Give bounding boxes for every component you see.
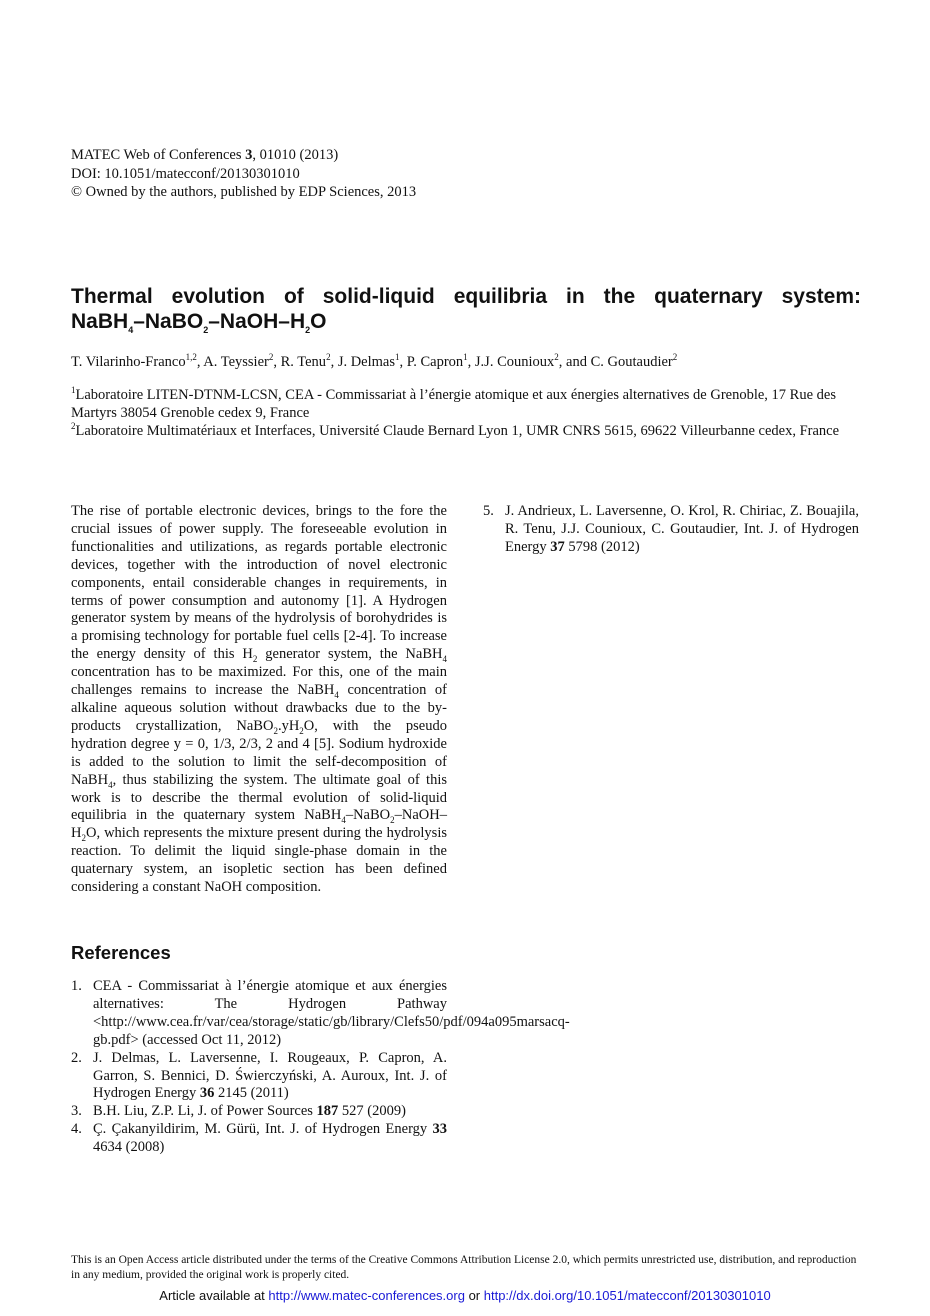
reference-text: B.H. Liu, Z.P. Li, J. of Power Sources xyxy=(93,1103,317,1120)
reference-item xyxy=(71,1103,447,1121)
reference-number: 3. xyxy=(71,1103,82,1120)
journal-name: MATEC Web of Conferences xyxy=(71,147,246,163)
or-text: or xyxy=(464,1288,484,1303)
reference-volume: 187 xyxy=(316,1103,339,1120)
license-note: This is an Open Access article distributed under the terms of the Creative Commons Attribution License 2.0, which permits unrestricted use, distribution, and reproduction in any medium, provided the original work is properly cited. xyxy=(71,1254,857,1281)
affiliation-2 xyxy=(71,422,861,440)
author: , P. Capron xyxy=(399,354,464,370)
author: T. Vilarinho-Franco xyxy=(71,354,186,370)
reference-volume: 33 xyxy=(432,1121,447,1138)
affiliation-marker: 1 xyxy=(463,352,468,363)
author: , A. Teyssier xyxy=(196,354,269,370)
availability-label: Article available at xyxy=(159,1288,269,1303)
references-heading: References xyxy=(71,942,171,963)
reference-number: 4. xyxy=(71,1121,82,1138)
abstract-paragraph: The rise of portable electronic devices, brings to the fore the crucial issues of power supply. The foreseeable evolution in functionalities and utilizations, as regards portable electronic devices, together with the introduction of novel electronic components, entail considerable changes in requirements, in terms of power consumption and autonomy [1]. A Hydrogen generator system by means of the hydrolysis of borohydrides is a promising technology for portable fuel cells [2-4]. To increase the energy density of this $H_2$ generator system, the NaBH$_4$ concentration has to be maximized. For this, one of the main challenges remains to increase the NaBH$_4$ concentration of alkaline aqueous solution without drawbacks due to the by-products crystallization, $NaBO_2.yH_2O$, with the pseudo hydration degree y = 0, 1/3, 2/3, 2 and 4 [5]. Sodium hydroxide is added to the solution to limit the self-decomposition of NaBH$_4$, thus stabilizing the system. The ultimate goal of this work is to describe the thermal evolution of solid-liquid equilibria in the quaternary system $NaBH_4-NaBO_2-NaOH-H_2O$, which represents the mixture present during the hydrolysis reaction. To delimit the liquid single-phase domain in the quaternary system, an isopletic section has been defined considering a constant NaOH composition. xyxy=(71,503,447,896)
author: , R. Tenu xyxy=(273,354,327,370)
reference-text: CEA - Commissariat à l’énergie atomique et aux énergies alternatives: The Hydrogen Pathway <http://www.cea.fr/var/cea/storage/static/gb/library/Clefs50/pdf/094a095marsacq-gb.pdf> (accessed Oct 11, 2012) xyxy=(93,978,570,1048)
author-list xyxy=(71,353,871,371)
reference-volume: 37 xyxy=(550,538,565,555)
affiliation-marker: 2 xyxy=(268,352,274,363)
journal-header xyxy=(71,146,416,202)
reference-item xyxy=(483,503,859,557)
reference-number: 2. xyxy=(71,1049,82,1066)
paper-title-line1: Thermal evolution of solid-liquid equilibria in the quaternary system: xyxy=(71,285,861,308)
article-availability xyxy=(0,1288,930,1303)
reference-pages: 4634 (2008) xyxy=(93,1139,165,1156)
doi-line: DOI: 10.1051/matecconf/20130301010 xyxy=(71,165,300,182)
doi-link[interactable]: http://dx.doi.org/10.1051/matecconf/20130301010 xyxy=(483,1288,771,1303)
copyright-line: © Owned by the authors, published by EDP Sciences, 2013 xyxy=(71,184,417,200)
reference-list-continued xyxy=(483,503,859,557)
affiliation-marker: 2 xyxy=(326,352,331,363)
author: , and C. Goutaudier xyxy=(558,354,673,370)
reference-text: J. Andrieux, L. Laversenne, O. Krol, R. Chiriac, Z. Bouajila, R. Tenu, J.J. Counioux, C. Goutaudier, Int. J. of Hydrogen Energy xyxy=(505,503,859,555)
reference-number: 1. xyxy=(71,978,82,994)
reference-item xyxy=(71,978,570,1050)
affiliation-marker: 2 xyxy=(71,421,76,432)
reference-item xyxy=(71,1050,447,1104)
reference-text: J. Delmas, L. Laversenne, I. Rougeaux, P. Capron, A. Garron, S. Bennici, D. Świerczyński, A. Auroux, Int. J. of Hydrogen Energy xyxy=(93,1049,447,1102)
journal-citation xyxy=(71,146,416,165)
reference-list xyxy=(71,978,570,1157)
author: , J.J. Counioux xyxy=(467,354,555,370)
reference-text: Ç. Çakanyildirim, M. Gürü, Int. J. of Hydrogen Energy xyxy=(93,1121,433,1138)
affiliation-marker: 1,2 xyxy=(185,352,197,363)
reference-pages: 2145 (2011) xyxy=(214,1085,289,1102)
affiliation-1 xyxy=(71,386,861,422)
affiliation-text: Laboratoire Multimatériaux et Interfaces, Université Claude Bernard Lyon 1, UMR CNRS 5615, 69622 Villeurbanne cedex, France xyxy=(75,423,840,439)
article-number: , 01010 (2013) xyxy=(252,147,339,163)
reference-pages: 527 (2009) xyxy=(338,1103,406,1120)
reference-pages: 5798 (2012) xyxy=(564,538,640,555)
reference-item xyxy=(71,1121,447,1157)
affiliation-marker: 2 xyxy=(554,352,559,363)
journal-link[interactable]: http://www.matec-conferences.org xyxy=(268,1288,465,1303)
reference-number: 5. xyxy=(483,503,494,519)
affiliation-marker: 2 xyxy=(672,352,678,363)
affiliation-text: Laboratoire LITEN-DTNM-LCSN, CEA - Commissariat à l’énergie atomique et aux énergies alternatives de Grenoble, 17 Rue des Martyrs 38054 Grenoble cedex 9, France xyxy=(71,387,836,421)
reference-volume: 36 xyxy=(199,1085,215,1102)
affiliation-marker: 1 xyxy=(395,352,400,363)
paper-title-line2: $NaBH_4-NaBO_2-NaOH-H_2O$ xyxy=(71,310,327,336)
affiliation-marker: 1 xyxy=(71,385,76,396)
journal-volume: 3 xyxy=(245,147,253,163)
author: , J. Delmas xyxy=(330,354,395,370)
affiliations xyxy=(71,386,861,440)
